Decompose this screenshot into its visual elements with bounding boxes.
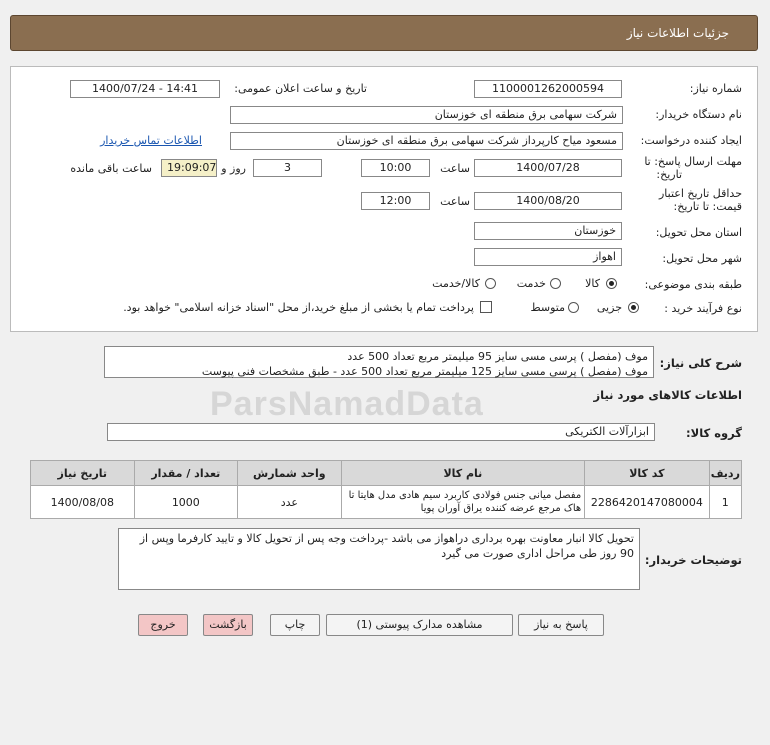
purchase-minor-radio[interactable]	[628, 302, 639, 313]
validity-time-field: 12:00	[361, 192, 430, 210]
validity-time-label: ساعت	[440, 195, 470, 208]
goods-group-field: ابزارآلات الکتریکی	[107, 423, 655, 441]
print-button[interactable]: چاپ	[270, 614, 320, 636]
category-goods-label: کالا	[585, 277, 600, 290]
validity-label-2: قیمت: تا تاریخ:	[673, 200, 742, 213]
col-row: ردیف	[709, 461, 741, 486]
validity-label-1: حداقل تاریخ اعتبار	[658, 187, 742, 200]
buyer-notes-field: تحویل کالا انبار معاونت بهره برداری دراهواز می باشد -پرداخت وجه پس از تحویل کالا و تایید کارفرما وپس از 90 روز طی مراحل اداری صورت می گیرد	[118, 528, 640, 590]
purchase-minor-label: جزیی	[596, 301, 622, 314]
announce-field: 1400/07/24 - 14:41	[70, 80, 220, 98]
cell-name: مفصل میانی جنس فولادی کاربرد سیم هادی مدل هایتا تا هاک مرجع عرضه کننده یراق آوران پویا	[341, 486, 585, 519]
buyer-notes-label: توضیحات خریدار:	[644, 553, 742, 567]
days-label: روز و	[221, 162, 246, 175]
col-name: نام کالا	[341, 461, 585, 486]
goods-table	[30, 460, 742, 519]
buyer-org-field: شرکت سهامی برق منطقه ای خوزستان	[230, 106, 623, 124]
treasury-payment-checkbox[interactable]	[480, 301, 492, 313]
treasury-payment-note: پرداخت تمام یا بخشی از مبلغ خرید،از محل "اسناد خزانه اسلامی" خواهد بود.	[123, 301, 474, 314]
col-date: تاریخ نیاز	[31, 461, 135, 486]
deadline-label-2: تاریخ:	[656, 168, 682, 181]
goods-info-title: اطلاعات کالاهای مورد نیاز	[593, 388, 742, 402]
announce-label: تاریخ و ساعت اعلان عمومی:	[234, 82, 367, 95]
summary-line-2: موف (مفصل ) پرسی مسی سایز 125 میلیمتر مربع تعداد 500 عدد - طبق مشخصات فنی پیوست	[201, 365, 648, 378]
cell-code: 2286420147080004	[585, 486, 709, 519]
city-field: اهواز	[474, 248, 622, 266]
watermark: ParsNamadData	[210, 385, 484, 423]
col-qty: تعداد / مقدار	[134, 461, 238, 486]
deadline-time-label: ساعت	[440, 162, 470, 175]
table-row	[31, 486, 742, 519]
category-service-radio[interactable]	[550, 278, 561, 289]
requester-label: ایجاد کننده درخواست:	[640, 134, 742, 147]
cell-row: 1	[709, 486, 741, 519]
province-label: استان محل تحویل:	[655, 226, 742, 239]
city-label: شهر محل تحویل:	[662, 252, 742, 265]
remaining-label: ساعت باقی مانده	[70, 162, 152, 175]
deadline-time-field: 10:00	[361, 159, 430, 177]
validity-date-field: 1400/08/20	[474, 192, 622, 210]
buyer-org-label: نام دستگاه خریدار:	[655, 108, 742, 121]
purchase-medium-label: متوسط	[530, 301, 565, 314]
need-number-field: 1100001262000594	[474, 80, 622, 98]
category-both-radio[interactable]	[485, 278, 496, 289]
province-field: خوزستان	[474, 222, 622, 240]
back-button[interactable]: بازگشت	[203, 614, 253, 636]
title-bar	[10, 15, 758, 51]
deadline-date-field: 1400/07/28	[474, 159, 622, 177]
cell-qty: 1000	[134, 486, 238, 519]
col-unit: واحد شمارش	[238, 461, 342, 486]
deadline-label-1: مهلت ارسال پاسخ: تا	[644, 155, 742, 168]
reply-button[interactable]: پاسخ به نیاز	[518, 614, 604, 636]
purchase-medium-radio[interactable]	[568, 302, 579, 313]
cell-unit: عدد	[238, 486, 342, 519]
summary-line-1: موف (مفصل ) پرسی مسی سایز 95 میلیمتر مربع تعداد 500 عدد	[347, 350, 648, 363]
exit-button[interactable]: خروج	[138, 614, 188, 636]
category-service-label: خدمت	[516, 277, 546, 290]
buyer-contact-link[interactable]: اطلاعات تماس خریدار	[100, 134, 202, 147]
col-code: کد کالا	[585, 461, 709, 486]
remaining-time-field: 19:09:07	[161, 159, 217, 177]
table-header-row	[31, 461, 742, 486]
category-goods-radio[interactable]	[606, 278, 617, 289]
days-field: 3	[253, 159, 322, 177]
summary-field	[104, 346, 654, 378]
category-both-label: کالا/خدمت	[432, 277, 480, 290]
requester-field: مسعود میاح کارپرداز شرکت سهامی برق منطقه ای خوزستان	[230, 132, 623, 150]
cell-date: 1400/08/08	[31, 486, 135, 519]
goods-group-label: گروه کالا:	[686, 426, 742, 440]
need-number-label: شماره نیاز:	[689, 82, 742, 95]
purchase-type-label: نوع فرآیند خرید :	[664, 302, 742, 315]
view-attachments-button[interactable]: مشاهده مدارک پیوستی (1)	[326, 614, 513, 636]
category-label: طبقه بندی موضوعی:	[644, 278, 742, 291]
page-title: جزئیات اطلاعات نیاز	[626, 26, 729, 40]
summary-label: شرح کلی نیاز:	[659, 356, 742, 370]
